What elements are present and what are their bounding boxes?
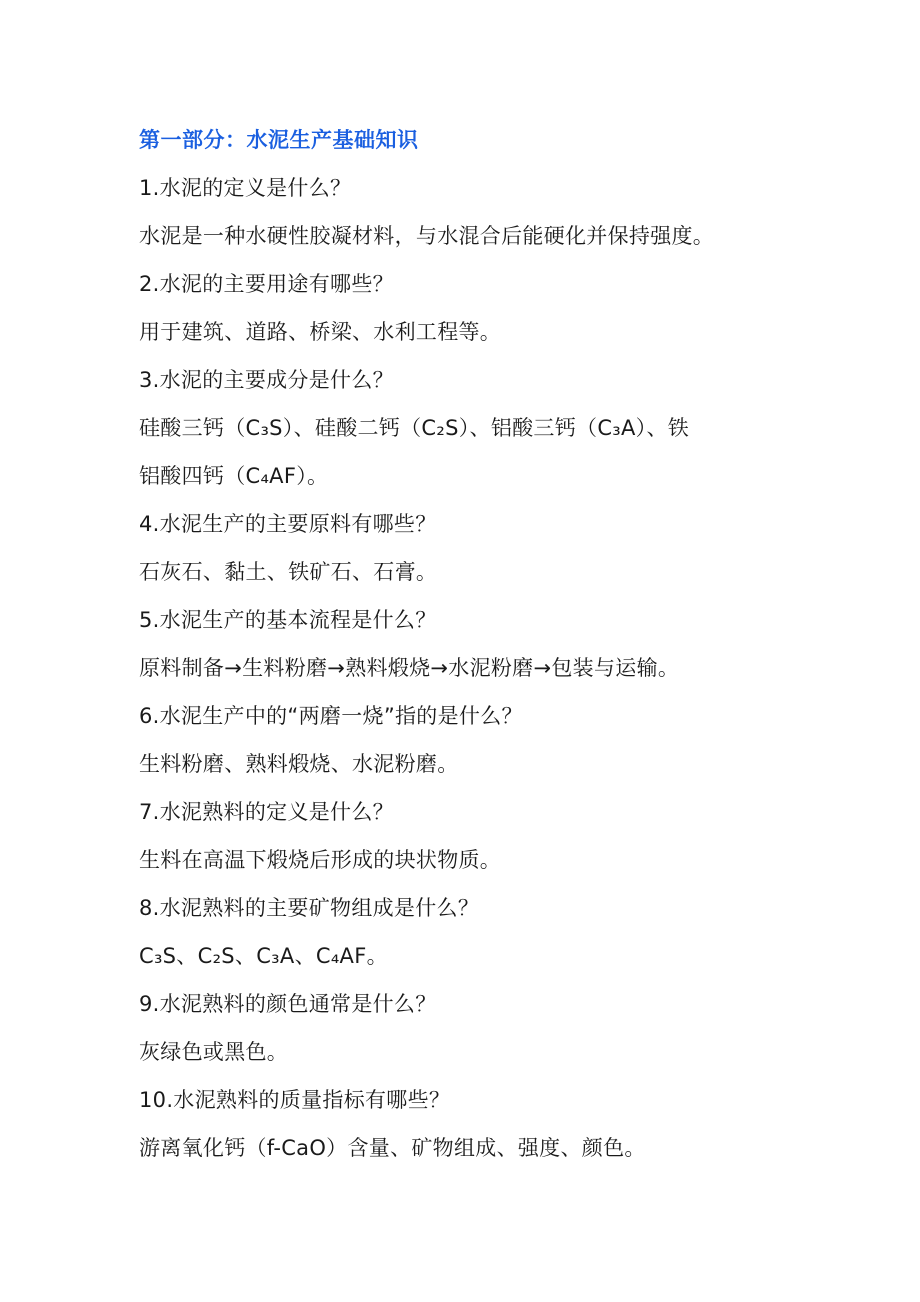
question-1: 1.水泥的定义是什么？ xyxy=(139,176,352,200)
answer-10: 游离氧化钙（f-CaO）含量、矿物组成、强度、颜色。 xyxy=(139,1136,646,1160)
answer-3-line-2: 铝酸四钙（C₄AF）。 xyxy=(139,464,329,488)
answer-1: 水泥是一种水硬性胶凝材料，与水混合后能硬化并保持强度。 xyxy=(139,224,715,248)
answer-5: 原料制备→生料粉磨→熟料煅烧→水泥粉磨→包装与运输。 xyxy=(139,656,680,680)
answer-7: 生料在高温下煅烧后形成的块状物质。 xyxy=(139,848,502,872)
question-8: 8.水泥熟料的主要矿物组成是什么？ xyxy=(139,896,480,920)
question-4: 4.水泥生产的主要原料有哪些？ xyxy=(139,512,437,536)
question-2: 2.水泥的主要用途有哪些？ xyxy=(139,272,394,296)
answer-3-line-1: 硅酸三钙（C₃S）、硅酸二钙（C₂S）、铝酸三钙（C₃A）、铁 xyxy=(139,416,690,440)
question-10: 10.水泥熟料的质量指标有哪些？ xyxy=(139,1088,451,1112)
document-page xyxy=(139,116,819,1172)
section-title: 第一部分：水泥生产基础知识 xyxy=(139,128,419,152)
answer-4: 石灰石、黏土、铁矿石、石膏。 xyxy=(139,560,438,584)
question-5: 5.水泥生产的基本流程是什么？ xyxy=(139,608,437,632)
answer-8: C₃S、C₂S、C₃A、C₄AF。 xyxy=(139,944,388,968)
answer-9: 灰绿色或黑色。 xyxy=(139,1040,289,1064)
question-7: 7.水泥熟料的定义是什么？ xyxy=(139,800,394,824)
answer-2: 用于建筑、道路、桥梁、水利工程等。 xyxy=(139,320,502,344)
question-3: 3.水泥的主要成分是什么？ xyxy=(139,368,394,392)
question-6: 6.水泥生产中的“两磨一烧”指的是什么？ xyxy=(139,704,523,728)
question-9: 9.水泥熟料的颜色通常是什么？ xyxy=(139,992,437,1016)
answer-6: 生料粉磨、熟料煅烧、水泥粉磨。 xyxy=(139,752,459,776)
